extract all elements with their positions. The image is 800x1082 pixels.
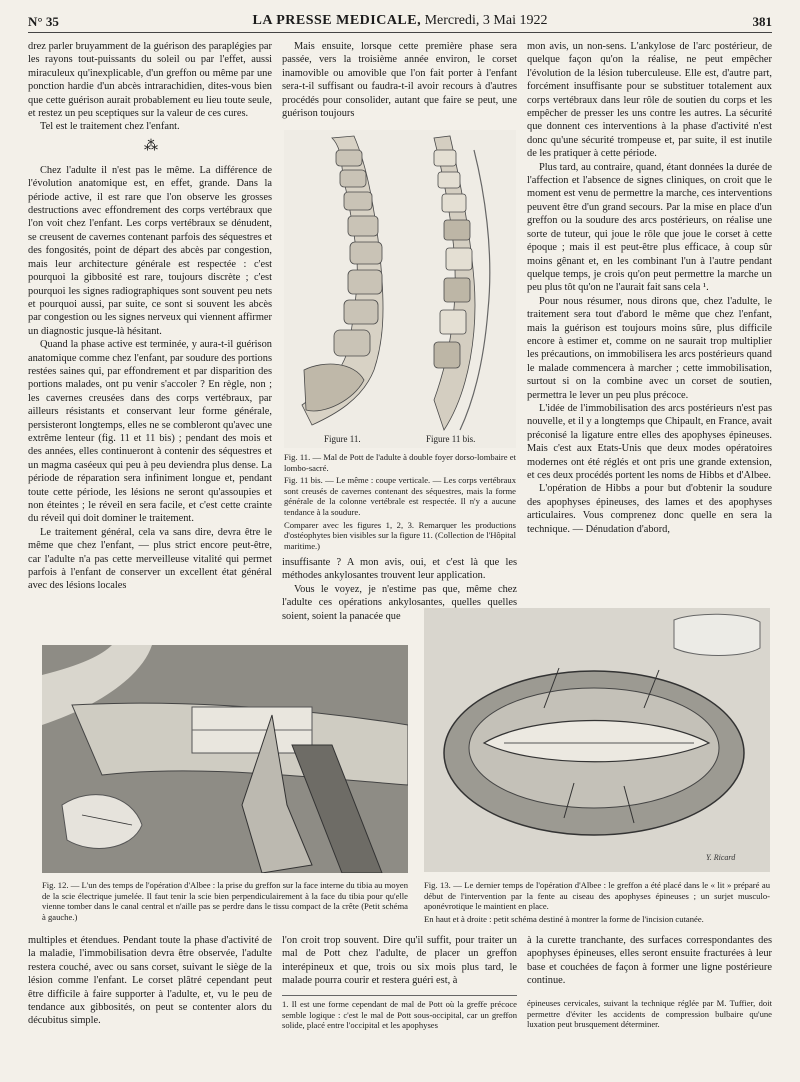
paragraph: à la curette tranchante, des surfaces correspondantes des apophyses épineuses, elles seront ensuite fracturées à leur base et couchées de façon à former une ligne postérieure continue.: [527, 935, 772, 987]
incision-drawing: [424, 608, 770, 872]
artist-signature: Y. Ricard: [706, 853, 736, 862]
running-header: [28, 12, 772, 33]
figure-11-spine-illustration: [284, 130, 516, 448]
paragraph: Vous le voyez, je n'estime pas que, même chez l'adulte ces opérations ankylosantes, quelles quelles soient, soient la panacée que: [282, 583, 517, 622]
paragraph: multiples et étendues. Pendant toute la phase d'activité de la maladie, l'immobilisation devra être observée, l'adulte restera couché, avec ou sans corset, suivant le siège de la lésion comme l'enfant. Le corset plâtré cependant peut être difficile à faire supporter à l'adulte, et, vu le peu de tendance aux gibbosités, on peut se contenter alors du décubitus simple.: [28, 935, 272, 1027]
paragraph: l'on croit trop souvent. Dire qu'il suffit, pour traiter un mal de Pott chez l'adulte, de placer un greffon interépineux et que, trois ou six mois plus tard, le malade pourra courir et restera guéri est, à: [282, 935, 517, 987]
figure-13-albee-final-step: [424, 608, 770, 872]
paragraph: Le traitement général, cela va sans dire, devra être le même que chez l'enfant, — plus strict encore peut-être, car l'adulte n'a pas cette merveilleuse vitalité qui permet parfois à l'enfant de conserver un excellent état général avec des lésions locales: [28, 526, 272, 592]
column-2-top: [282, 40, 517, 120]
paragraph: insuffisante ? A mon avis, oui, et c'est là que les méthodes ankylosantes trouvent leur application.: [282, 557, 517, 582]
issue-number: N° 35: [28, 14, 59, 29]
figure-12-albee-operation: [42, 645, 408, 873]
journal-title-line: [28, 13, 772, 29]
spine-drawing: [284, 130, 516, 448]
footnote: 1. Il est une forme cependant de mal de Pott où la greffe précoce semble logique : c'est le mal de Pott sous-occipital, car un greffon solide, placé entre l'occipital et les apophyses: [282, 995, 517, 1031]
bottom-column-3: [527, 934, 772, 988]
caption-line: Comparer avec les figures 1, 2, 3. Remarquer les productions d'ostéophytes bien visibles sur la figure 11. (Collection de l'Hôpital maritime.): [284, 519, 516, 551]
section-separator: ⁂: [144, 138, 156, 154]
caption-line: Fig. 13. — Le dernier temps de l'opération d'Albee : le greffon a été placé dans le « lit » préparé au début de l'intervention par la fente au ciseau des apophyses épineuses ; un surjet musculo-aponévrotique le maintient en place.: [424, 880, 770, 912]
caption-line: Fig. 11. — Mal de Pott de l'adulte à double foyer dorso-lombaire et lombo-sacré.: [284, 452, 516, 473]
journal-name: LA PRESSE MEDICALE,: [252, 13, 422, 28]
figure-11-label: Figure 11.: [324, 434, 361, 444]
bottom-column-1: [28, 934, 272, 1028]
issue-date: Mercredi, 3 Mai 1922: [421, 13, 548, 28]
footnote-continued: épineuses cervicales, suivant la technique réglée par M. Tuffier, doit permettre d'éviter les accidents de compression bulbaire qu'une luxation peut brusquement déterminer.: [527, 998, 772, 1030]
paragraph: Quand la phase active est terminée, y aura-t-il guérison anatomique comme chez l'enfant, par soudure des portions restées saines qui, par effondrement et par disparition des portions malades, ont pu venir s'accoler ? En règle, non ; les cavernes creusées dans des corps vertébraux, par ailleurs résistants et conservant leur forme générale, persisteront longtemps, elles ne se combleront qu'avec une extrême lenteur (fig. 11 et 11 bis) ; pendant des mois et des années, elles continueront à contenir des séquestres et un magma caséeux qui peu à peu deviendra plus dense. La période de réparation sera infiniment longue et, pendant toute cette période, les lésions ne seront qu'assoupies et non éteintes ; le réveil en sera facile, et c'est cette crainte du réveil qui doit dominer le traitement.: [28, 339, 272, 525]
caption-line: Fig. 11 bis. — Le même : coupe verticale. — Les corps vertébraux sont creusés de cavernes contenant des séquestres, mais la forme générale de la colonne vertébrale est respectée. Il n'y a aucune tendance à la soudure.: [284, 475, 516, 517]
paragraph: Plus tard, au contraire, quand, étant données la durée de l'affection et l'absence de signes cliniques, on croit que le moment est venu de permettre la marche, ces interventions peuvent être d'un grand secours. Par la mise en place d'un greffon ou la soudure des arcs postérieurs, on réalise une sorte de tuteur, qui joue le rôle que joue le corset à cette époque ; mais il est peut-être plus efficace, à coup sûr moins gênant et, en les combinant l'un à l'autre pendant quelque temps, je crois qu'on peut permettre la marche un peu plus tôt qu'on ne l'aurait fait sans cela ¹.: [527, 161, 772, 294]
paragraph: Chez l'adulte il n'est pas le même. La différence de l'évolution anatomique est, en effet, grande. Dans la période active, il est rare que l'on observe les grosses destructions avec effondrement des corps vertébraux que l'on voit chez l'enfant. Les corps vertébraux se dénudent, se creusent de cavernes contenant parfois des séquestres et des fongosités, point de départ des abcès par congestion, mais leur architecture générale est respectée : c'est pourquoi la gibbosité est rare, toujours discrète ; c'est pourquoi les signes radiographiques sont souvent peu nets et pourquoi aussi, par suite, ce sont si souvent les abcès par congestion ou les signes nerveux qui viennent affirmer un diagnostic jusque-là hésitant.: [28, 164, 272, 337]
paragraph: Pour nous résumer, nous dirons que, chez l'adulte, le traitement sera tout d'abord le même que chez l'enfant, mais la guérison est toujours moins sûre, plus difficile encore à estimer et, comme on ne saurait trop multiplier les précautions, on immobilisera les arcs postérieurs quand le malade commencera à marcher ; cette immobilisation, surtout si on la combine avec un corset de soutien, permettra le lever un peu plus précoce.: [527, 295, 772, 401]
figure-13-caption: [424, 880, 770, 926]
paragraph: L'idée de l'immobilisation des arcs postérieurs n'est pas nouvelle, et il y a longtemps que Chipault, en France, avait préconisé la ligature entre elles des apophyses épineuses. Mais c'est aux Etats-Unis que deux modes opératoires modernes ont été réglés et ont pris une grande extension, et ces deux procédés portent les noms de Hibbs et d'Albee.: [527, 402, 772, 481]
column-3: [527, 40, 772, 536]
page-number: 381: [752, 14, 772, 29]
paragraph: Mais ensuite, lorsque cette première phase sera passée, vers la troisième année environ, le corset inamovible ou amovible que l'on fait porter à l'enfant sera-t-il suffisant ou faudra-t-il avoir recours à d'autres procédés pour consolider, autant que faire se peut, une guérison toujours: [282, 41, 517, 120]
figure-11bis-label: Figure 11 bis.: [426, 434, 476, 444]
paragraph: L'opération de Hibbs a pour but d'obtenir la soudure des apophyses épineuses, des lames et des apophyses articulaires. Vous comprenez donc quelle en sera la technique. — Dénudation d'abord,: [527, 483, 772, 535]
column-1: [28, 40, 272, 593]
paragraph: Tel est le traitement chez l'enfant.: [40, 121, 180, 133]
paragraph: mon avis, un non-sens. L'ankylose de l'arc postérieur, de quelque façon qu'on la réalise, ne peut empêcher l'évolution de la lésion tuberculeuse. Elle est, d'autre part, forcément insuffisante pour se substituer totalement aux corps vertébraux dans leur rôle de soutien du corps et les empêcher de presser les uns contre les autres. La sécurité que donnent ces interventions à la phase d'activité n'est donc qu'une sécurité trompeuse et, par suite, il est inutile de les pratiquer à cette période.: [527, 41, 772, 160]
caption-line: En haut et à droite : petit schéma destiné à montrer la forme de l'incision cutanée.: [424, 913, 704, 924]
figure-11-caption: [284, 452, 516, 553]
paragraph: drez parler bruyamment de la guérison des paraplégies par les rayons tout-puissants du soleil ou par l'effet, aussi miraculeux qu'inexplicable, d'un greffon ou même par une ponction hardie d'un abcès intrarachidien, dites-vous bien que cette guérison aurait probablement eu lieu toute seule, et restez un peu sceptiques sur la valeur de ces cures.: [28, 41, 272, 120]
tibia-graft-drawing: [42, 645, 408, 873]
figure-12-caption: Fig. 12. — L'un des temps de l'opération d'Albee : la prise du greffon sur la face interne du tibia au moyen de la scie électrique jumelée. Il faut tenir la scie bien perpendiculairement à la face du tibia pour qu'elle vienne tomber dans le canal central et n'aille pas se perdre dans le tissu compact de la crête (Petit schéma à gauche.): [42, 880, 408, 922]
bottom-column-2: [282, 934, 517, 988]
